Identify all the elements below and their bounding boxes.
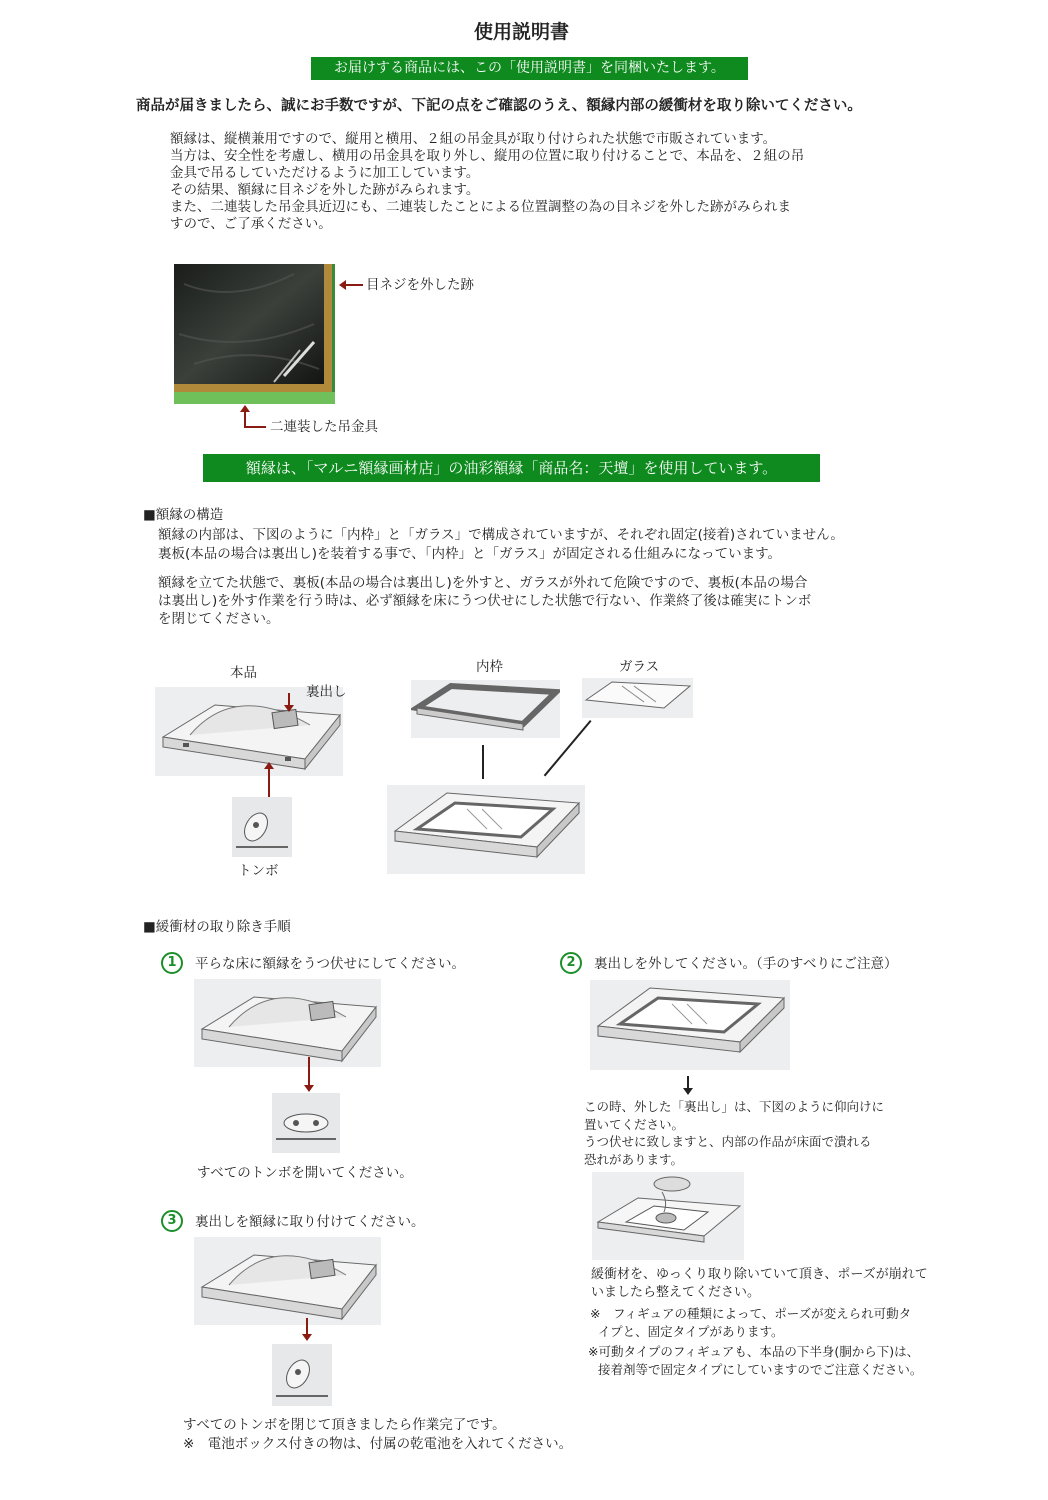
label-back-cover: 裏出し [306,684,347,700]
final-notes [183,1416,572,1454]
arrow-down-icon [308,1057,310,1087]
arrowhead-down-icon [304,1085,314,1092]
warning-line: を閉じてください。 [158,611,280,627]
arrowhead-up-icon [240,405,250,412]
glass-illustration [582,678,693,718]
intro-paragraph [170,131,804,233]
label-glass: ガラス [619,659,660,675]
frame-band: 額縁は、「マルニ額縁画材店」の油彩額縁「商品名：天壇」を使用しています。 [203,454,820,482]
assembled-frame-illustration [387,785,585,874]
arrow-elbow-line [244,426,266,428]
step2-red-note [584,1098,884,1168]
intro-line: 金具で吊るしていただけるように加工しています。 [170,165,480,181]
page-title: 使用説明書 [474,21,570,43]
intro-line: その結果、額縁に目ネジを外した跡がみられます。 [170,182,480,198]
step2-note1 [590,1305,911,1341]
step3-illustration [194,1237,381,1325]
structure-line: 額縁の内部は、下図のように「内枠」と「ガラス」で構成されていますが、それぞれ固定(接着)されていません。 [158,527,844,543]
callout-screw-mark: 目ネジを外した跡 [366,277,474,293]
after-note-line: 緩衝材を、ゆっくり取り除いていて頂き、ポーズが崩れて [591,1267,928,1282]
red-note-line: うつ伏せに致しますと、内部の作品が床面で潰れる [584,1134,872,1149]
warning-line: は裏出し)を外す作業を行う時は、必ず額縁を床にうつ伏せにした状態で行ない、作業終了後は確実にトンボ [158,593,812,609]
inner-frame-illustration [411,680,560,738]
arrowhead-down-icon [284,705,294,712]
red-note-line: 置いてください。 [584,1116,685,1132]
step2-note2 [588,1343,922,1379]
intro-line: また、二連装した吊金具近辺にも、二連装したことによる位置調整の為の目ネジを外した跡がみられま [170,199,791,215]
structure-warning [158,575,811,628]
final-line: すべてのトンボを閉じて頂きましたら作業完了です。 [183,1417,506,1433]
arrowhead-up-icon [264,762,274,769]
main-instruction: 商品が届きましたら、誠にお手数ですが、下記の点をご確認のうえ、額縁内部の緩衝材を取り除いてください。 [136,98,862,114]
after-note-line: いましたら整えてください。 [591,1285,761,1300]
frame-back-photo [174,264,335,404]
step2-text: 裏出しを外してください。（手のすべりにご注意） [594,956,898,972]
red-note-line: 恐れがあります。 [584,1151,684,1167]
connector-line [482,745,484,779]
step1-note: すべてのトンボを開いてください。 [197,1165,413,1181]
label-tonbo: トンボ [238,863,279,879]
final-line: ※ 電池ボックス付きの物は、付属の乾電池を入れてください。 [183,1436,573,1452]
step1-text: 平らな床に額縁をうつ伏せにしてください。 [195,956,465,972]
arrowhead-down-icon [302,1334,312,1341]
step3-number: 3 [161,1210,183,1232]
label-product: 本品 [230,665,257,681]
structure-line: 裏板(本品の場合は裏出し)を装着する事で、「内枠」と「ガラス」が固定される仕組みになっています。 [158,546,782,562]
arrowhead-left-icon [339,280,346,290]
note1-line: ※ フィギュアの種類によって、ポーズが変えられ可動タ [590,1306,912,1321]
label-inner-frame: 内枠 [476,659,503,675]
step2-number: 2 [560,952,582,974]
note1-line: イプと、固定タイプがあります。 [598,1324,784,1339]
step2-illustration [590,980,790,1070]
step1-illustration [194,979,381,1067]
intro-line: 額縁は、縦横兼用ですので、縦用と横用、２組の吊金具が取り付けられた状態で市販されています。 [170,131,777,147]
note2-line: ※可動タイプのフィギュアも、本品の下半身(胴から下)は、 [588,1344,920,1359]
procedure-heading: ■緩衝材の取り除き手順 [143,919,291,935]
callout-double-hanger: 二連装した吊金具 [270,419,378,435]
step3-text: 裏出しを額縁に取り付けてください。 [195,1214,425,1230]
red-note-line: この時、外した「裏出し」は、下図のように仰向けに [584,1099,885,1114]
step2-after-note [591,1266,928,1302]
tonbo-closed-illustration [272,1344,332,1406]
structure-paragraph [158,527,844,563]
tonbo-closed-illustration [232,797,292,857]
tonbo-open-illustration [272,1093,340,1153]
arrow-up-icon [268,767,270,797]
arrowhead-down-icon [683,1088,693,1095]
warning-line: 額縁を立てた状態で、裏板(本品の場合は裏出し)を外すと、ガラスが外れて危険ですので、裏板(本品の場合 [158,575,808,591]
notice-band: お届けする商品には、この「使用説明書」を同梱いたします。 [311,57,748,80]
structure-heading: ■額縁の構造 [143,507,224,523]
note2-line: 接着剤等で固定タイプにしていますのでご注意ください。 [598,1362,923,1377]
back-cover-faceup-illustration [592,1172,744,1260]
intro-line: 当方は、安全性を考慮し、横用の吊金具を取り外し、縦用の位置に取り付けることで、本品を、２組の吊 [170,148,805,164]
step1-number: 1 [161,952,183,974]
intro-line: すので、ご了承ください。 [170,216,332,232]
